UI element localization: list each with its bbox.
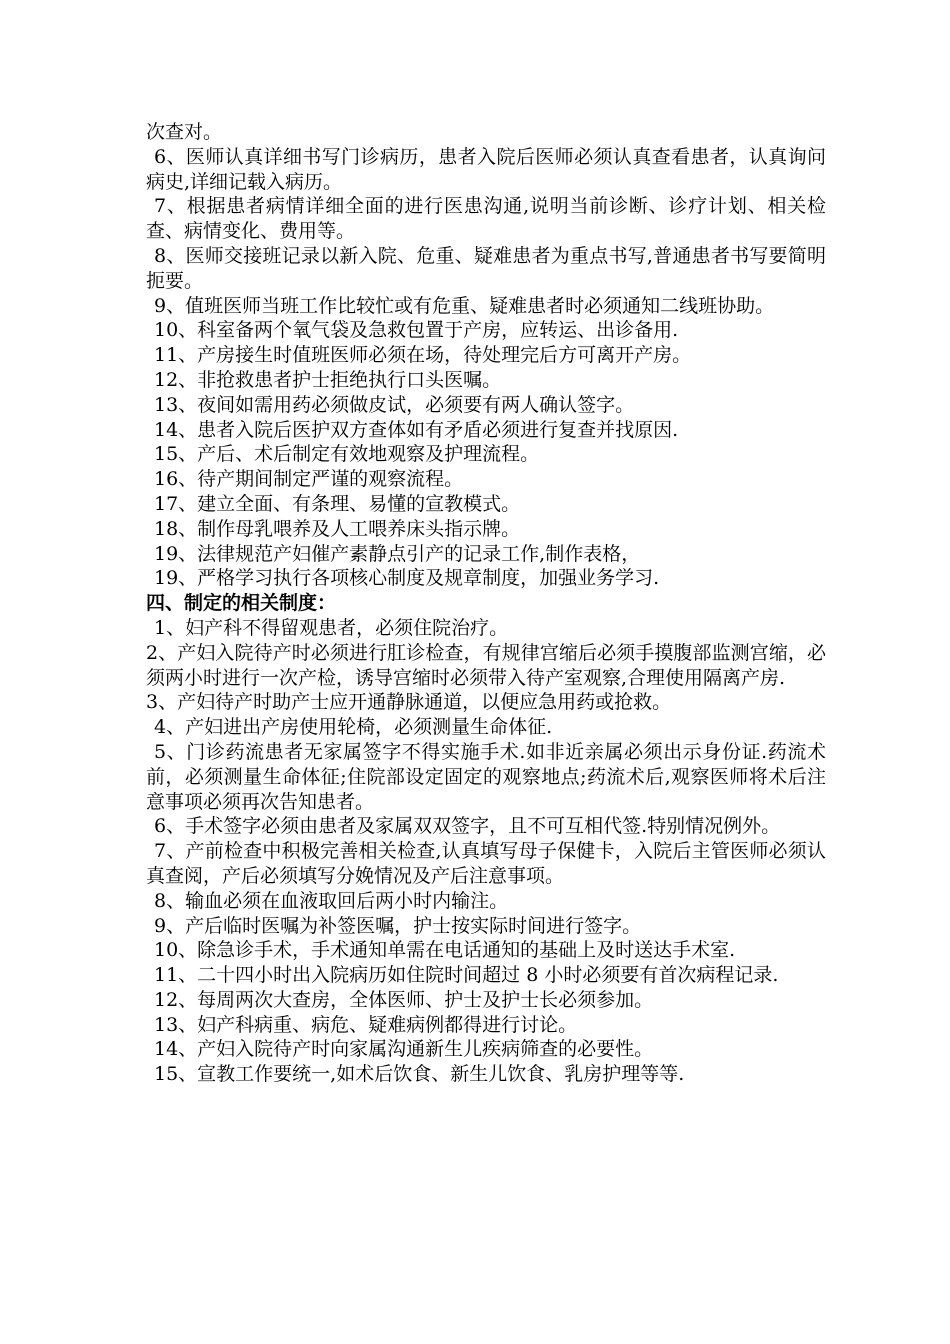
rule-item-4-3: 3、产妇待产时助产士应开通静脉通道，以便应急用药或抢救。 (146, 691, 672, 714)
rule-item-3-15: 15、产后、术后制定有效地观察及护理流程。 (154, 443, 540, 466)
rule-item-3-19b: 19、严格学习执行各项核心制度及规章制度，加强业务学习. (154, 567, 660, 590)
rule-item-3-10: 10、科室备两个氧气袋及急救包置于产房，应转运、出诊备用. (154, 319, 679, 342)
rule-item-3-11: 11、产房接生时值班医师必须在场，待处理完后方可离开产房。 (154, 344, 692, 367)
section-heading: 四、制定的相关制度： (146, 592, 337, 615)
rule-item-4-9: 9、产后临时医嘱为补签医嘱，护士按实际时间进行签字。 (154, 914, 642, 937)
rule-item-3-13: 13、夜间如需用药必须做皮试，必须要有两人确认签字。 (154, 393, 635, 416)
rule-item-4-7: 7、产前检查中积极完善相关检查,认真填写母子保健卡，入院后主管医师必须认真查阅，产后必须填写分娩情况及产后注意事项。 (146, 840, 826, 887)
rule-item-4-6: 6、手术签字必须由患者及家属双双签字，且不可互相代签.特别情况例外。 (154, 815, 781, 838)
rule-item-4-2: 2、产妇入院待产时必须进行肛诊检查，有规律宫缩后必须手摸腹部监测宫缩，必须两小时进行一次产检，诱导宫缩时必须带入待产室观察,合理使用隔离产房. (146, 641, 826, 689)
rule-item-4-14: 14、产妇入院待产时向家属沟通新生儿疾病筛查的必要性。 (154, 1038, 654, 1061)
rule-item-3-19a: 19、法律规范产妇催产素静点引产的记录工作,制作表格， (154, 542, 641, 565)
rule-item-3-6: 6、医师认真详细书写门诊病历，患者入院后医师必须认真查看患者，认真询问病史,详细记载入病历。 (146, 145, 826, 193)
rule-item-4-1: 1、妇产科不得留观患者，必须住院治疗。 (154, 616, 509, 639)
rule-item-4-15: 15、宣教工作要统一,如术后饮食、新生儿饮食、乳房护理等等. (154, 1063, 685, 1086)
rule-item-4-8: 8、输血必须在血液取回后两小时内输注。 (154, 889, 509, 912)
rule-item-3-14: 14、患者入院后医护双方查体如有矛盾必须进行复查并找原因. (154, 418, 679, 441)
paragraph-continuation: 次查对。 (146, 121, 223, 143)
rule-item-4-4: 4、产妇进出产房使用轮椅，必须测量生命体征. (154, 716, 553, 739)
rule-item-3-18: 18、制作母乳喂养及人工喂养床头指示牌。 (154, 517, 521, 540)
rule-item-4-12: 12、每周两次大查房，全体医师、护士及护士长必须参加。 (154, 988, 654, 1011)
rule-item-4-11: 11、二十四小时出入院病历如住院时间超过 8 小时必须要有首次病程记录. (154, 964, 779, 987)
rule-item-4-13: 13、妇产科病重、病危、疑难病例都得进行讨论。 (154, 1013, 578, 1036)
document-body (146, 120, 826, 1087)
rule-item-3-9: 9、值班医师当班工作比较忙或有危重、疑难患者时必须通知二线班协助。 (154, 294, 775, 317)
rule-item-4-10: 10、除急诊手术，手术通知单需在电话通知的基础上及时送达手术室. (154, 939, 736, 962)
rule-item-3-12: 12、非抢救患者护士拒绝执行口头医嘱。 (154, 368, 502, 391)
rule-item-3-7: 7、根据患者病情详细全面的进行医患沟通,说明当前诊断、诊疗计划、相关检查、病情变化、费用等。 (146, 195, 826, 243)
rule-item-3-16: 16、待产期间制定严谨的观察流程。 (154, 468, 464, 491)
rule-item-3-17: 17、建立全面、有条理、易懂的宣教模式。 (154, 492, 521, 515)
rule-item-3-8: 8、医师交接班记录以新入院、危重、疑难患者为重点书写,普通患者书写要简明扼要。 (146, 244, 826, 292)
rule-item-4-5: 5、门诊药流患者无家属签字不得实施手术.如非近亲属必须出示身份证.药流术前，必须测量生命体征;住院部设定固定的观察地点;药流术后,观察医师将术后注意事项必须再次告知患者。 (146, 740, 826, 813)
